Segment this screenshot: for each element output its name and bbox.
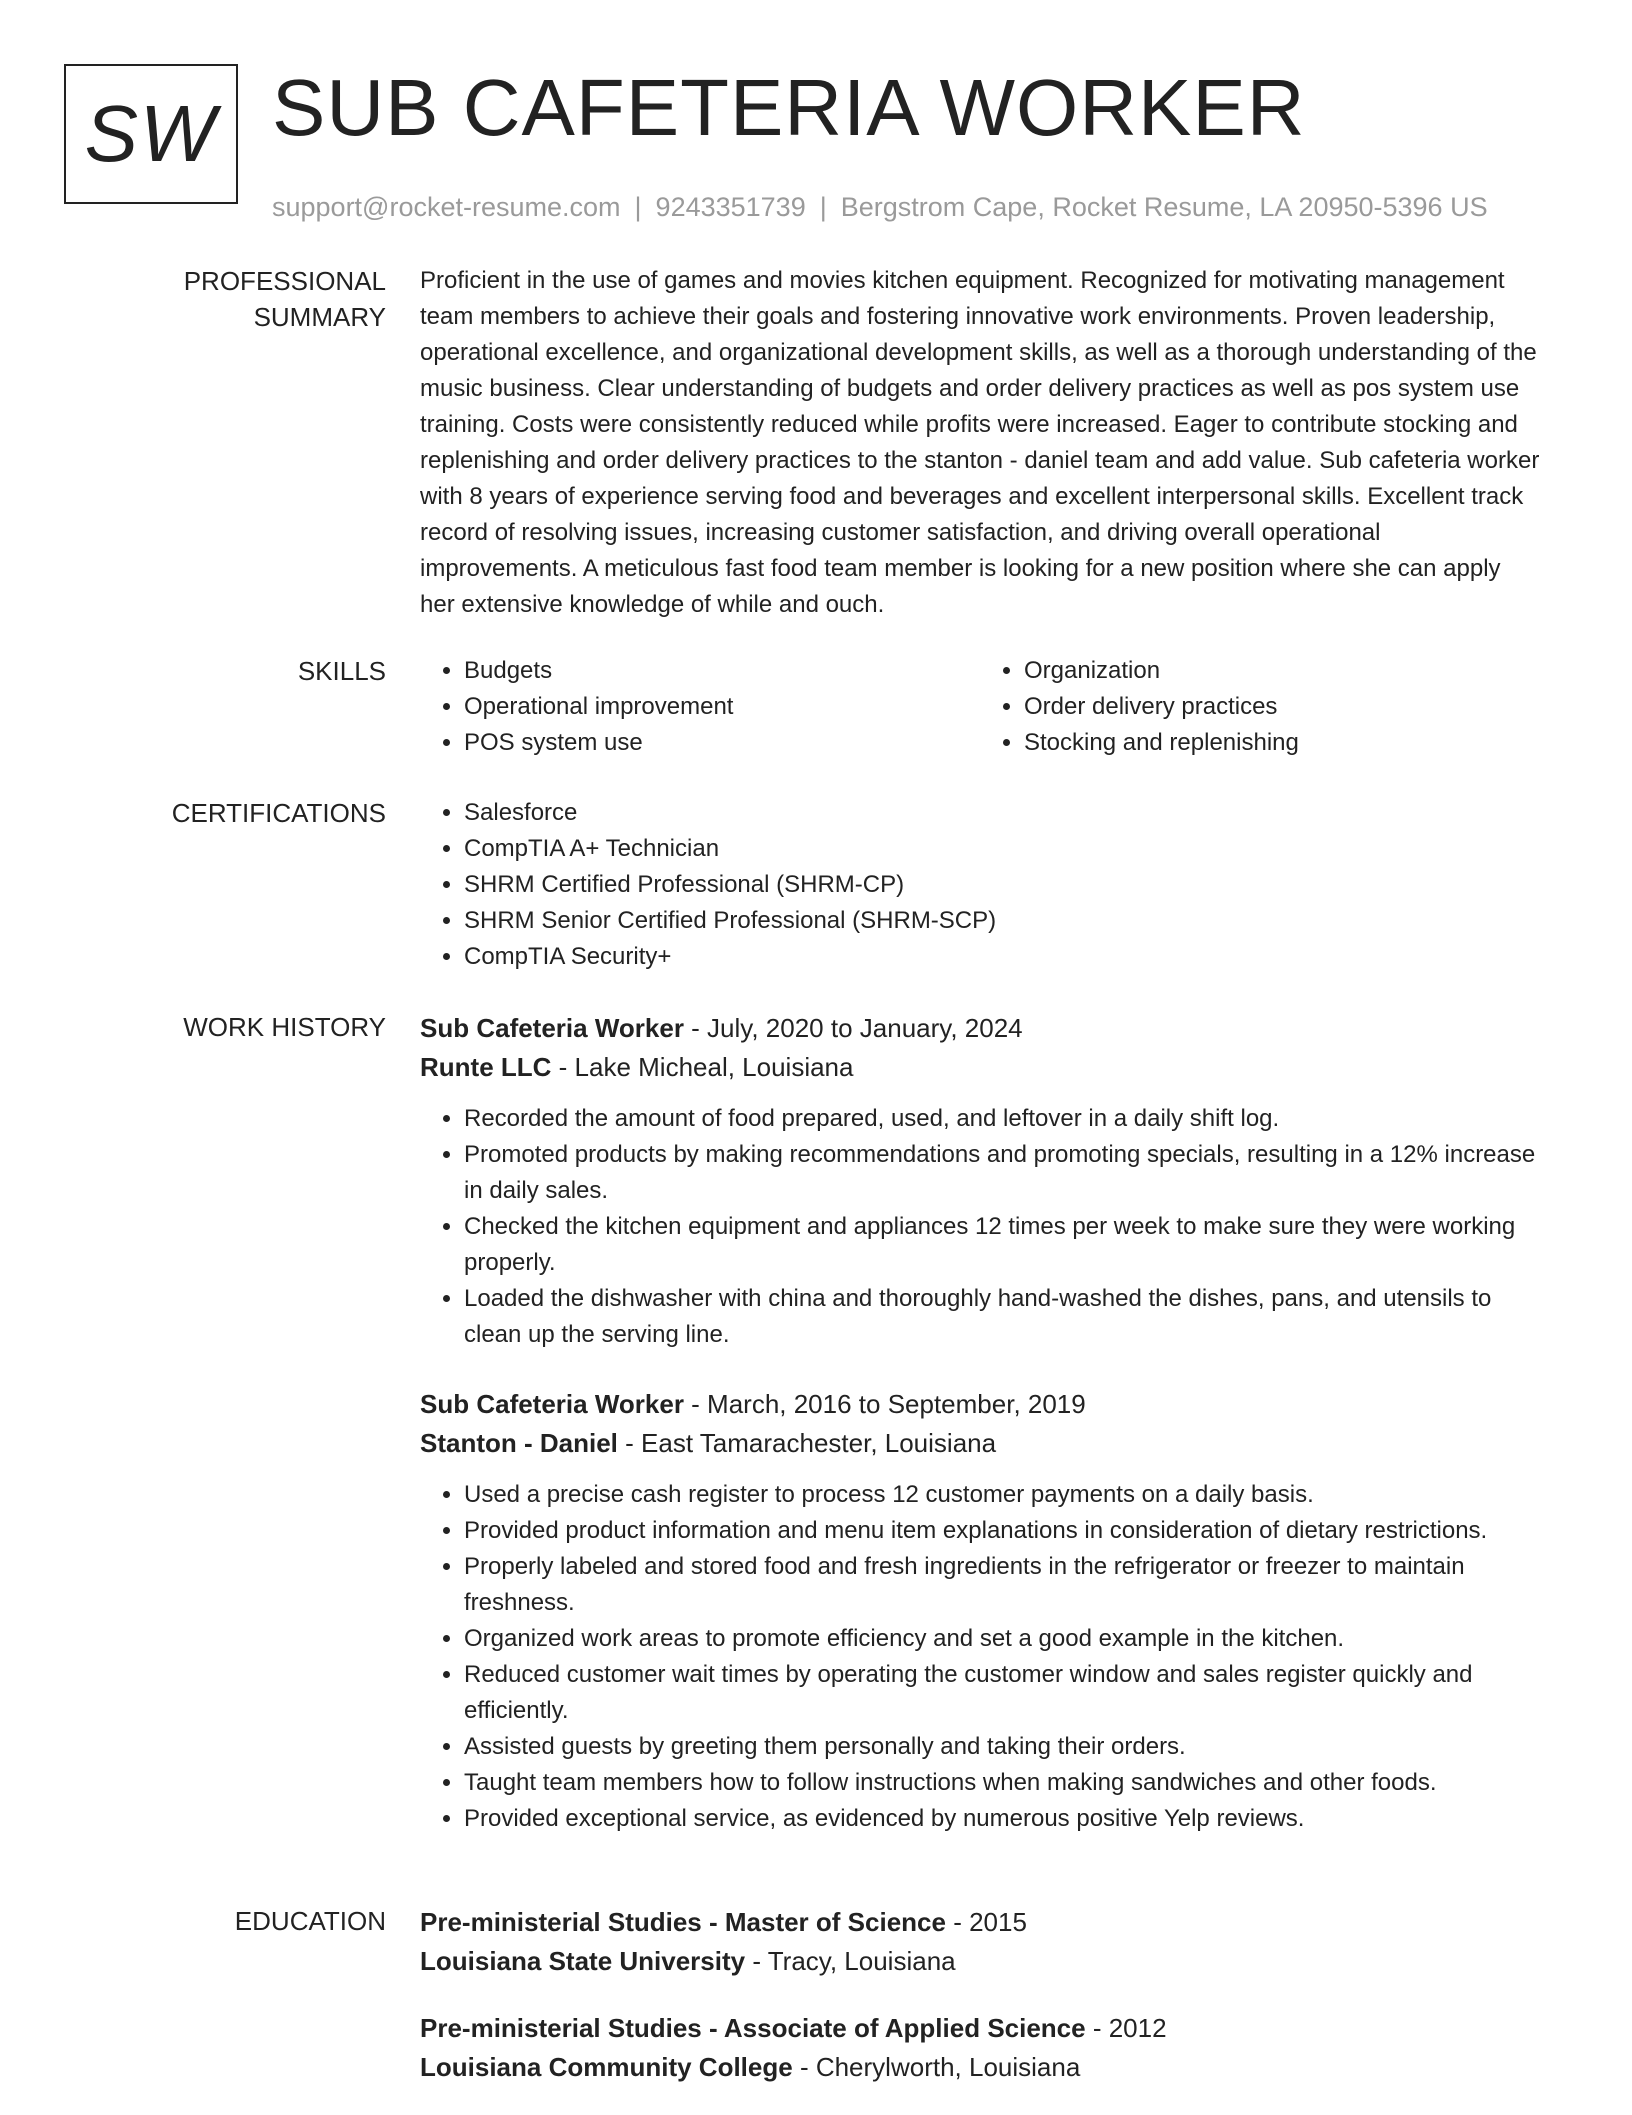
certifications-section xyxy=(64,795,1572,975)
resume-header xyxy=(64,64,1572,223)
certification-item: • Salesforce xyxy=(464,795,1540,831)
certification-item: • SHRM Certified Professional (SHRM-CP) xyxy=(464,867,1540,903)
job-title-line xyxy=(420,1009,1540,1048)
skills-list-left xyxy=(420,653,980,761)
job-title-line xyxy=(420,1385,1540,1424)
job-bullet: • Assisted guests by greeting them personally and taking their orders. xyxy=(464,1729,1540,1765)
company-line xyxy=(420,1048,1540,1087)
section-label: CERTIFICATIONS xyxy=(171,798,386,828)
job-bullet: • Loaded the dishwasher with china and thoroughly hand-washed the dishes, pans, and utensils to clean up the serving line. xyxy=(464,1281,1540,1353)
school-name: Louisiana Community College xyxy=(420,2052,793,2082)
school-location: - Cherylworth, Louisiana xyxy=(792,2052,1081,2082)
job-bullet: • Used a precise cash register to process 12 customer payments on a daily basis. xyxy=(464,1477,1540,1513)
skill-item: • Order delivery practices xyxy=(1024,689,1540,725)
section-label: WORK HISTORY xyxy=(183,1012,386,1042)
degree-year: - 2012 xyxy=(1085,2013,1167,2043)
skills-section xyxy=(64,653,1572,761)
education-entry xyxy=(420,1903,1540,1981)
header-text xyxy=(272,64,1488,223)
degree-line xyxy=(420,1903,1540,1942)
degree-line xyxy=(420,2009,1540,2048)
company-location: - Lake Micheal, Louisiana xyxy=(551,1052,854,1082)
contact-phone: 9243351739 xyxy=(655,192,806,222)
company-location: - East Tamarachester, Louisiana xyxy=(617,1428,997,1458)
contact-address: Bergstrom Cape, Rocket Resume, LA 20950-5396 US xyxy=(840,192,1488,222)
job-title: Sub Cafeteria Worker xyxy=(420,1389,684,1419)
job-bullet: • Properly labeled and stored food and fresh ingredients in the refrigerator or freezer to maintain freshness. xyxy=(464,1549,1540,1621)
certification-item: • CompTIA A+ Technician xyxy=(464,831,1540,867)
professional-summary-section xyxy=(64,263,1572,623)
job-bullet: • Provided exceptional service, as evidenced by numerous positive Yelp reviews. xyxy=(464,1801,1540,1837)
company-line xyxy=(420,1424,1540,1463)
contact-line xyxy=(272,192,1488,223)
section-label: EDUCATION xyxy=(234,1906,386,1936)
job-bullet: • Provided product information and menu item explanations in consideration of dietary restrictions. xyxy=(464,1513,1540,1549)
education-section xyxy=(64,1903,1572,2115)
skill-item: • POS system use xyxy=(464,725,980,761)
job-entry xyxy=(420,1009,1540,1353)
job-bullet: • Taught team members how to follow instructions when making sandwiches and other foods. xyxy=(464,1765,1540,1801)
job-bullet: • Reduced customer wait times by operating the customer window and sales register quickly and efficiently. xyxy=(464,1657,1540,1729)
job-bullets xyxy=(420,1101,1540,1353)
certifications-list xyxy=(420,795,1540,975)
skill-item: • Organization xyxy=(1024,653,1540,689)
job-bullet: • Organized work areas to promote efficiency and set a good example in the kitchen. xyxy=(464,1621,1540,1657)
education-entry xyxy=(420,2009,1540,2087)
job-bullets xyxy=(420,1477,1540,1837)
job-bullet: • Checked the kitchen equipment and appliances 12 times per week to make sure they were working properly. xyxy=(464,1209,1540,1281)
school-location: - Tracy, Louisiana xyxy=(745,1946,956,1976)
degree-name: Pre-ministerial Studies - Master of Science xyxy=(420,1907,946,1937)
job-bullet: • Recorded the amount of food prepared, used, and leftover in a daily shift log. xyxy=(464,1101,1540,1137)
skill-item: • Operational improvement xyxy=(464,689,980,725)
certification-item: • SHRM Senior Certified Professional (SHRM-SCP) xyxy=(464,903,1540,939)
contact-email: support@rocket-resume.com xyxy=(272,192,621,222)
degree-year: - 2015 xyxy=(945,1907,1027,1937)
section-label: PROFESSIONAL SUMMARY xyxy=(183,266,386,332)
certification-item: • CompTIA Security+ xyxy=(464,939,1540,975)
skill-item: • Budgets xyxy=(464,653,980,689)
job-dates: - March, 2016 to September, 2019 xyxy=(683,1389,1086,1419)
job-bullet: • Promoted products by making recommendations and promoting specials, resulting in a 12% increase in daily sales. xyxy=(464,1137,1540,1209)
skills-list-right xyxy=(980,653,1540,761)
summary-text: Proficient in the use of games and movies kitchen equipment. Recognized for motivating management team members to achieve their goals and fostering innovative work environments. Proven leadership, operational excellence, and organizational development skills, as well as a thorough understanding of the music business. Clear understanding of budgets and order delivery practices as well as pos system use training. Costs were consistently reduced while profits were increased. Eager to contribute stocking and replenishing and order delivery practices to the stanton - daniel team and add value. Sub cafeteria worker with 8 years of experience serving food and beverages and excellent interpersonal skills. Excellent track record of resolving issues, increasing customer satisfaction, and driving overall operational improvements. A meticulous fast food team member is looking for a new position where she can apply her extensive knowledge of while and ouch. xyxy=(420,267,1540,618)
job-dates: - July, 2020 to January, 2024 xyxy=(683,1013,1023,1043)
job-entry xyxy=(420,1385,1540,1837)
work-history-section xyxy=(64,1009,1572,1869)
school-line xyxy=(420,1942,1540,1981)
monogram-box xyxy=(64,64,238,204)
school-line xyxy=(420,2048,1540,2087)
monogram-initials: SW xyxy=(84,89,218,178)
job-title: Sub Cafeteria Worker xyxy=(420,1013,684,1043)
company-name: Stanton - Daniel xyxy=(420,1428,618,1458)
company-name: Runte LLC xyxy=(420,1052,552,1082)
contact-separator: | xyxy=(819,192,827,222)
degree-name: Pre-ministerial Studies - Associate of Applied Science xyxy=(420,2013,1086,2043)
contact-separator: | xyxy=(634,192,642,222)
skill-item: • Stocking and replenishing xyxy=(1024,725,1540,761)
candidate-title: SUB CAFETERIA WORKER xyxy=(272,63,1306,152)
school-name: Louisiana State University xyxy=(420,1946,746,1976)
section-label: SKILLS xyxy=(297,656,386,686)
skills-grid xyxy=(420,653,1540,761)
